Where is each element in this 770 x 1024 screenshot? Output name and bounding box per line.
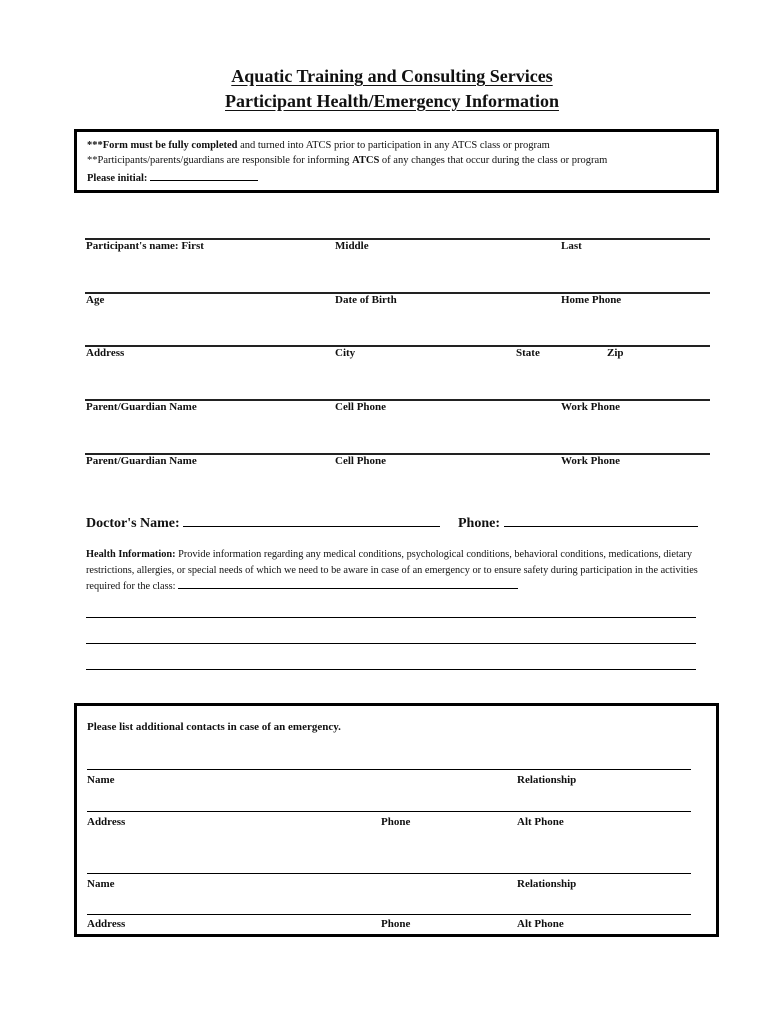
zip-field[interactable]: Zip <box>607 347 624 359</box>
state-field[interactable]: State <box>516 347 540 359</box>
guardian-name-field[interactable]: Parent/Guardian Name <box>86 455 197 467</box>
address-field[interactable]: Address <box>86 347 125 359</box>
contact-input-line[interactable] <box>87 769 691 770</box>
contact1-name-label: Name <box>87 774 115 786</box>
contact-input-line[interactable] <box>87 811 691 812</box>
initial-field[interactable]: Please initial: <box>87 170 258 184</box>
doctor-name-field[interactable]: Doctor's Name: <box>86 514 440 532</box>
guardian-name-field[interactable]: Parent/Guardian Name <box>86 401 197 413</box>
contact1-alt-phone-label: Alt Phone <box>517 816 564 828</box>
city-field[interactable]: City <box>335 347 356 359</box>
emergency-contacts-box <box>74 703 719 937</box>
first-name-field[interactable]: Participant's name: First <box>86 240 204 252</box>
guardian-cell-field[interactable]: Cell Phone <box>335 455 387 467</box>
middle-name-field[interactable]: Middle <box>335 240 369 252</box>
age-field[interactable]: Age <box>86 294 105 306</box>
guardian-work-field[interactable]: Work Phone <box>561 455 620 467</box>
contact2-relationship-label: Relationship <box>517 878 577 890</box>
contact-input-line[interactable] <box>87 914 691 915</box>
health-information-text: Health Information: Provide information regarding any medical conditions, psychological conditions, behavioral conditions, medications, dietary restrictions, allergies, or special needs of which we need to be aware in case of an emergency or to ensure safety during participation in the activities required for the class: <box>86 549 698 592</box>
health-answer-line[interactable] <box>86 669 696 670</box>
notice-box <box>74 129 719 193</box>
notice-line-2: **Participants/parents/guardians are responsible for informing ATCS of any changes that occur during the class or program <box>87 155 608 166</box>
form-subtitle: Participant Health/Emergency Information <box>225 91 559 111</box>
guardian-cell-field[interactable]: Cell Phone <box>335 401 387 413</box>
contact-input-line[interactable] <box>87 873 691 874</box>
dob-field[interactable]: Date of Birth <box>335 294 397 306</box>
guardian-work-field[interactable]: Work Phone <box>561 401 620 413</box>
contact2-name-label: Name <box>87 878 115 890</box>
contact1-relationship-label: Relationship <box>517 774 577 786</box>
contacts-heading: Please list additional contacts in case of an emergency. <box>87 721 341 733</box>
contact1-phone-label: Phone <box>381 816 411 828</box>
contact2-address-label: Address <box>87 918 126 930</box>
contact2-phone-label: Phone <box>381 918 411 930</box>
home-phone-field[interactable]: Home Phone <box>561 294 622 306</box>
notice-line-1: ***Form must be fully completed and turned into ATCS prior to participation in any ATCS class or program <box>87 140 550 151</box>
last-name-field[interactable]: Last <box>561 240 582 252</box>
form-title: Aquatic Training and Consulting Services <box>231 66 553 86</box>
contact2-alt-phone-label: Alt Phone <box>517 918 564 930</box>
doctor-phone-field[interactable]: Phone: <box>458 514 698 532</box>
contact1-address-label: Address <box>87 816 126 828</box>
health-answer-line[interactable] <box>86 643 696 644</box>
health-answer-line[interactable] <box>86 617 696 618</box>
